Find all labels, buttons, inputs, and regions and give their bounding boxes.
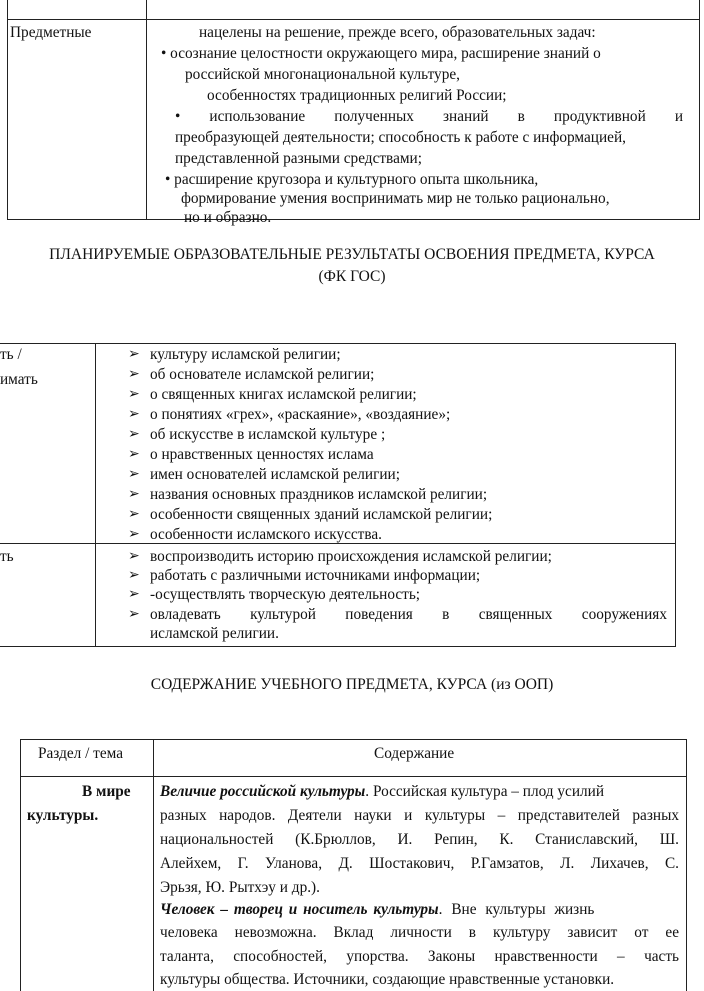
list-item-continuation: исламской религии. — [150, 625, 279, 642]
section-title: В мире — [82, 783, 131, 800]
column-header-content: Содержание — [374, 745, 455, 762]
section-heading-results-sub: (ФК ГОС) — [318, 268, 386, 285]
list-item-text: воспроизводить историю происхождения исламской религии; — [150, 548, 552, 565]
paragraph-line — [160, 781, 604, 803]
list-item-text: работать с различными источниками информации; — [150, 567, 481, 584]
section-heading-content: СОДЕРЖАНИЕ УЧЕБНОГО ПРЕДМЕТА, КУРСА (из ООП) — [150, 676, 554, 693]
row-label-be-able: ть — [0, 548, 14, 565]
arrow-bullet-icon: ➢ — [128, 568, 140, 583]
text-line: • использование полученных знаний в продуктивной и — [175, 108, 683, 125]
text-line: нацелены на решение, прежде всего, образовательных задач: — [199, 24, 596, 41]
list-item-text: названия основных праздников исламской религии; — [150, 486, 488, 503]
text-line: • осознание целостности окружающего мира, расширение знаний о — [161, 45, 601, 62]
arrow-bullet-icon: ➢ — [128, 367, 140, 382]
list-item-text: -осуществлять творческую деятельность; — [150, 586, 421, 603]
arrow-bullet-icon: ➢ — [128, 407, 140, 422]
paragraph-line — [160, 899, 679, 921]
arrow-bullet-icon: ➢ — [128, 587, 140, 602]
text-line: особенностях традиционных религий России; — [207, 87, 507, 104]
arrow-bullet-icon: ➢ — [128, 447, 140, 462]
list-item-text: имен основателей исламской религии; — [150, 466, 400, 483]
paragraph-line: таланта, способностей, упорства. Законы нравственности – часть — [160, 948, 679, 965]
paragraph-line: национальностей (К.Брюллов, И. Репин, К. Станиславский, Ш. — [160, 831, 679, 848]
list-item-text: особенности исламского искусства. — [150, 526, 383, 543]
list-item-text: овладевать культурой поведения в священных сооружениях — [150, 606, 667, 623]
list-item-text: об искусстве в исламской культуре ; — [150, 426, 386, 443]
paragraph-title: Величие российской культуры — [160, 783, 366, 800]
arrow-bullet-icon: ➢ — [128, 427, 140, 442]
list-item-text: о понятиях «грех», «раскаяние», «воздаяние»; — [150, 406, 451, 423]
text-line: преобразующей деятельности; способность к работе с информацией, — [175, 129, 626, 146]
text-line: • расширение кругозора и культурного опыта школьника, — [165, 171, 539, 188]
list-item-text: о нравственных ценностях ислама — [150, 446, 374, 463]
text-line: российской многонациональной культуре, — [185, 66, 460, 83]
paragraph-title: Человек – творец и носитель культуры — [160, 901, 439, 918]
section-heading-results: ПЛАНИРУЕМЫЕ ОБРАЗОВАТЕЛЬНЫЕ РЕЗУЛЬТАТЫ ОСВОЕНИЯ ПРЕДМЕТА, КУРСА — [49, 246, 655, 263]
arrow-bullet-icon: ➢ — [128, 347, 140, 362]
paragraph-line: разных народов. Деятели науки и культуры – представителей разных — [160, 807, 679, 824]
list-item-text: культуру исламской религии; — [150, 346, 341, 363]
arrow-bullet-icon: ➢ — [128, 549, 140, 564]
paragraph-text: . Вне культуры жизнь — [438, 901, 595, 918]
paragraph-line: Алейхем, Г. Уланова, Д. Шостакович, Р.Гамзатов, Л. Лихачев, С. — [160, 855, 679, 872]
row-label-know: ть / — [0, 346, 22, 363]
list-item-text: особенности священных зданий исламской религии; — [150, 506, 493, 523]
paragraph-line: человека невозможна. Вклад личности в культуру зависит от ее — [160, 924, 679, 941]
list-item-text: об основателе исламской религии; — [150, 366, 375, 383]
row-label-know-cont: имать — [0, 371, 38, 388]
arrow-bullet-icon: ➢ — [128, 387, 140, 402]
section-title-cont: культуры. — [27, 807, 99, 824]
row-label-subject: Предметные — [10, 24, 92, 41]
text-line: но и образно. — [184, 209, 272, 226]
paragraph-line: Эрьзя, Ю. Рытхэу и др.). — [160, 879, 320, 896]
text-line: формирование умения воспринимать мир не только рационально, — [181, 190, 610, 207]
paragraph-line: культуры общества. Источники, создающие нравственные установки. — [160, 971, 615, 988]
text-line: представленной разными средствами; — [175, 150, 422, 167]
column-header-section: Раздел / тема — [38, 745, 124, 762]
arrow-bullet-icon: ➢ — [128, 507, 140, 522]
list-item-text: о священных книгах исламской религии; — [150, 386, 417, 403]
paragraph-text: . Российская культура – плод усилий — [365, 783, 605, 800]
arrow-bullet-icon: ➢ — [128, 607, 140, 622]
arrow-bullet-icon: ➢ — [128, 527, 140, 542]
arrow-bullet-icon: ➢ — [128, 487, 140, 502]
arrow-bullet-icon: ➢ — [128, 467, 140, 482]
